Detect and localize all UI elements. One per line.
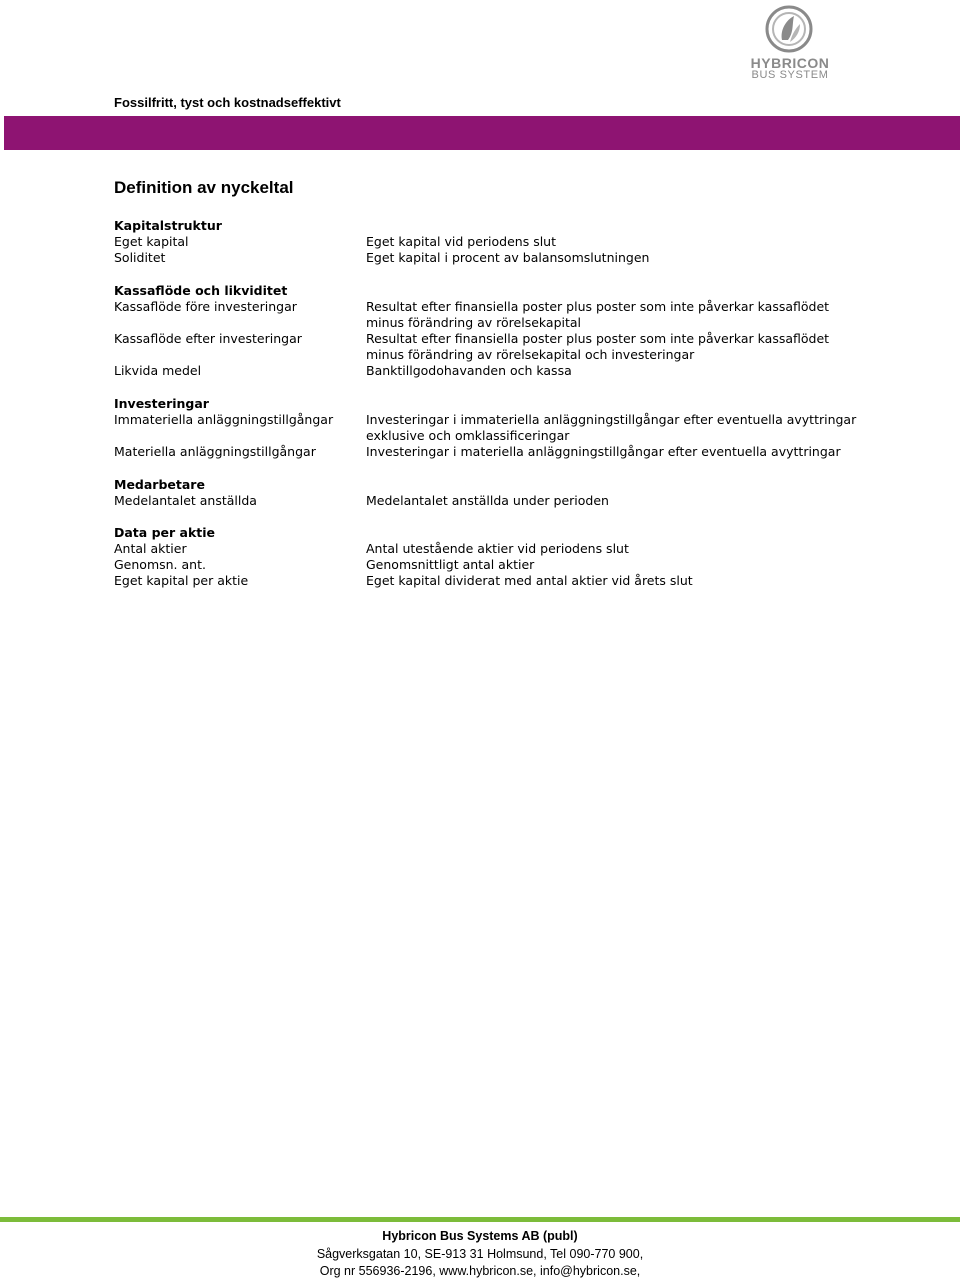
- term-label: Genomsn. ant.: [114, 557, 206, 572]
- term-description: Antal utestående aktier vid periodens slut: [366, 541, 629, 556]
- section-heading-medarbetare: Medarbetare: [114, 477, 205, 492]
- term-description-continued: minus förändring av rörelsekapital och investeringar: [366, 347, 695, 362]
- logo-subtitle: BUS SYSTEM: [751, 69, 829, 81]
- footer-org: Org nr 556936-2196, www.hybricon.se, info@hybricon.se,: [319, 1264, 641, 1278]
- footer-address: Sågverksgatan 10, SE-913 31 Holmsund, Tel 090-770 900,: [316, 1247, 644, 1261]
- footer-company: Hybricon Bus Systems AB (publ): [382, 1229, 578, 1243]
- section-heading-kassaflode: Kassaflöde och likviditet: [114, 283, 288, 298]
- term-description: Medelantalet anställda under perioden: [366, 493, 609, 508]
- header-tagline: Fossilfritt, tyst och kostnadseffektivt: [114, 95, 341, 110]
- term-description-continued: exklusive och omklassificeringar: [366, 428, 570, 443]
- term-label: Eget kapital: [114, 234, 189, 249]
- term-description: Eget kapital dividerat med antal aktier vid årets slut: [366, 573, 693, 588]
- term-description: Banktillgodohavanden och kassa: [366, 363, 572, 378]
- term-label: Kassaflöde före investeringar: [114, 299, 297, 314]
- term-description: Investeringar i materiella anläggningstillgångar efter eventuella avyttringar: [366, 444, 841, 459]
- company-logo: [744, 4, 836, 80]
- term-description: Resultat efter finansiella poster plus poster som inte påverkar kassaflödet: [366, 331, 830, 346]
- term-description: Genomsnittligt antal aktier: [366, 557, 535, 572]
- term-label: Immateriella anläggningstillgångar: [114, 412, 334, 427]
- logo-name: HYBRICON: [750, 55, 830, 71]
- section-heading-data-per-aktie: Data per aktie: [114, 525, 216, 540]
- term-description: Eget kapital i procent av balansomslutningen: [366, 250, 650, 265]
- term-description: Resultat efter finansiella poster plus poster som inte påverkar kassaflödet: [366, 299, 830, 314]
- term-label: Eget kapital per aktie: [114, 573, 249, 588]
- term-label: Medelantalet anställda: [114, 493, 257, 508]
- hybricon-logo-icon: [764, 4, 814, 54]
- page-title: Definition av nyckeltal: [114, 178, 294, 197]
- term-label: Kassaflöde efter investeringar: [114, 331, 302, 346]
- term-label: Antal aktier: [114, 541, 187, 556]
- term-description: Eget kapital vid periodens slut: [366, 234, 556, 249]
- term-label: Likvida medel: [114, 363, 202, 378]
- term-label: Soliditet: [114, 250, 166, 265]
- term-label: Materiella anläggningstillgångar: [114, 444, 316, 459]
- section-heading-kapitalstruktur: Kapitalstruktur: [114, 218, 222, 233]
- footer-rule: [0, 1217, 960, 1222]
- term-description-continued: minus förändring av rörelsekapital: [366, 315, 582, 330]
- term-description: Investeringar i immateriella anläggningstillgångar efter eventuella avyttringar: [366, 412, 857, 427]
- header-band: [4, 116, 960, 150]
- section-heading-investeringar: Investeringar: [114, 396, 209, 411]
